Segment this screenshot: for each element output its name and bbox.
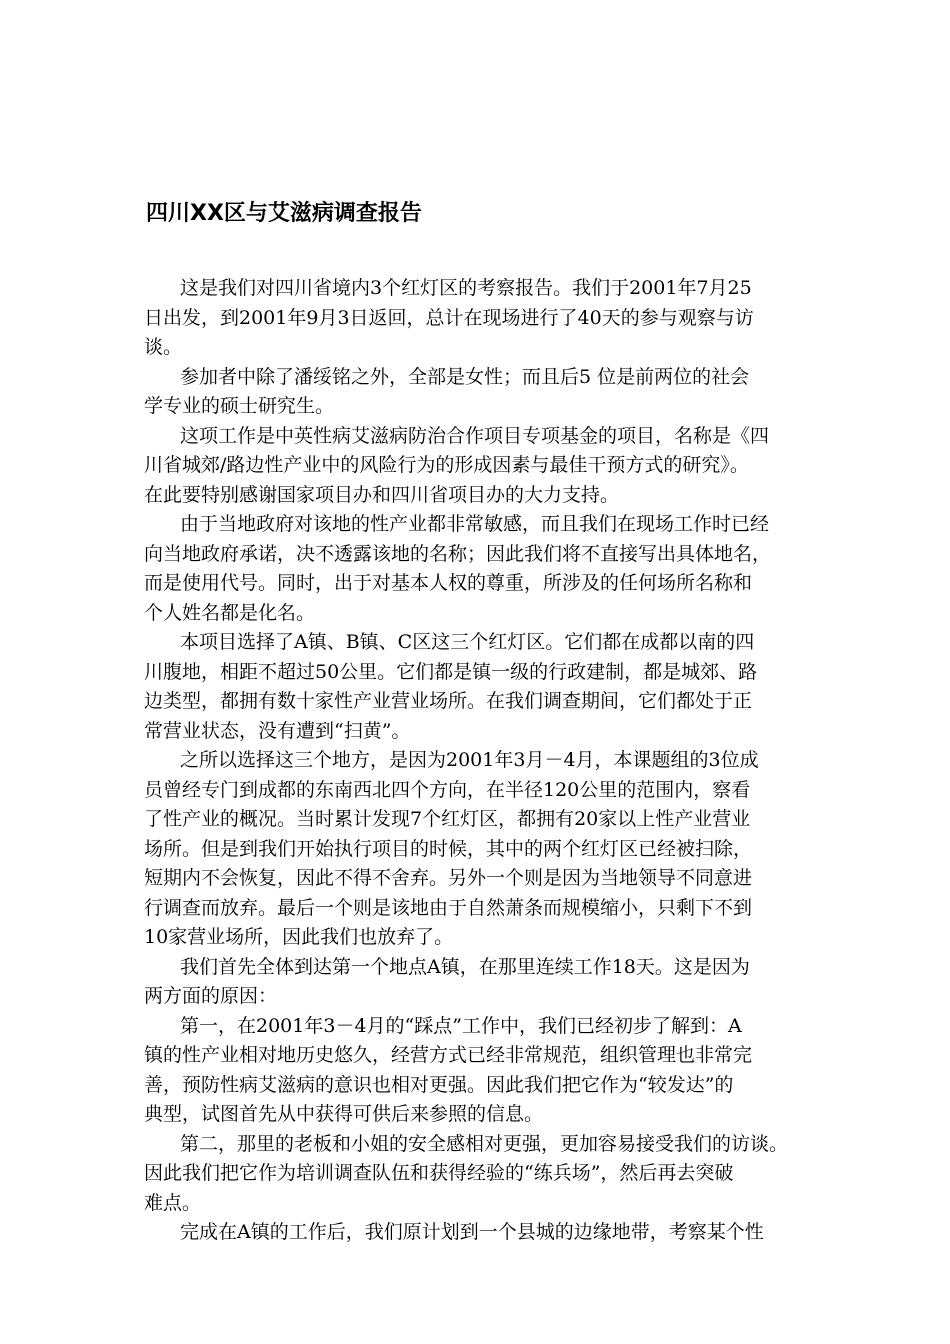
paragraph — [144, 953, 884, 1012]
paragraph-line: 10家营业场所，因此我们也放弃了。 — [144, 926, 454, 948]
paragraph-line: 因此我们把它作为培训调查队伍和获得经验的“练兵场”，然后再去突破 — [144, 1162, 734, 1184]
paragraph — [144, 1218, 884, 1248]
paragraph — [144, 628, 884, 746]
paragraph-line: 员曾经专门到成都的东南西北四个方向，在半径120公里的范围内，察看 — [144, 778, 751, 801]
paragraph-line: 这项工作是中英性病艾滋病防治合作项目专项基金的项目，名称是《四 — [180, 424, 770, 447]
paragraph-line: 向当地政府承诺，决不透露该地的名称；因此我们将不直接写出具体地名， — [144, 542, 772, 565]
paragraph-line: 参加者中除了潘绥铭之外，全部是女性；而且后5 位是前两位的社会 — [180, 365, 750, 388]
paragraph — [144, 422, 884, 511]
paragraph-line: 我们首先全体到达第一个地点A镇，在那里连续工作18天。这是因为 — [180, 955, 750, 978]
paragraph-line: 第二，那里的老板和小姐的安全感相对更强，更加容易接受我们的访谈。 — [180, 1132, 789, 1155]
document-body — [144, 274, 884, 1248]
paragraph — [144, 363, 884, 422]
paragraph — [144, 1130, 884, 1219]
document-title: 四川XX区与艾滋病调查报告 — [146, 201, 422, 226]
paragraph-line: 两方面的原因： — [144, 985, 278, 1007]
paragraph-line: 这是我们对四川省境内3个红灯区的考察报告。我们于2001年7月25 — [180, 277, 752, 299]
paragraph-line: 日出发，到2001年9月3日返回，总计在现场进行了40天的参与观察与访 — [144, 306, 754, 329]
paragraph-line: 川省城郊/路边性产业中的风险行为的形成因素与最佳干预方式的研究》。 — [144, 454, 749, 476]
paragraph-line: 场所。但是到我们开始执行项目的时候，其中的两个红灯区已经被扫除， — [144, 837, 753, 860]
paragraph-line: 而是使用代号。同时，出于对基本人权的尊重，所涉及的任何场所名称和 — [144, 572, 753, 594]
paragraph-line: 由于当地政府对该地的性产业都非常敏感，而且我们在现场工作时已经 — [180, 513, 770, 535]
paragraph — [144, 1012, 884, 1130]
paragraph-line: 边类型，都拥有数十家性产业营业场所。在我们调查期间，它们都处于正 — [144, 690, 753, 712]
paragraph-line: 谈。 — [144, 336, 183, 358]
paragraph-line: 之所以选择这三个地方，是因为2001年3月－4月，本课题组的3位成 — [180, 749, 759, 771]
paragraph-line: 川腹地，相距不超过50公里。它们都是镇一级的行政建制，都是城郊、路 — [144, 660, 758, 683]
paragraph-line: 行调查而放弃。最后一个则是该地由于自然萧条而规模缩小，只剩下不到 — [144, 896, 753, 919]
paragraph-line: 短期内不会恢复，因此不得不舍弃。另外一个则是因为当地领导不同意进 — [144, 867, 753, 889]
paragraph — [144, 746, 884, 953]
paragraph-line: 难点。 — [144, 1191, 202, 1214]
paragraph-line: 在此要特别感谢国家项目办和四川省项目办的大力支持。 — [144, 483, 620, 506]
paragraph — [144, 510, 884, 628]
paragraph-line: 常营业状态，没有遭到“扫黄”。 — [144, 719, 411, 742]
paragraph-line: 个人姓名都是化名。 — [144, 601, 316, 624]
paragraph-line: 完成在A镇的工作后，我们原计划到一个县城的边缘地带，考察某个性 — [180, 1221, 764, 1243]
paragraph-line: 学专业的硕士研究生。 — [144, 395, 335, 417]
paragraph-line: 了性产业的概况。当时累计发现7个红灯区，都拥有20家以上性产业营业 — [144, 808, 751, 830]
paragraph-line: 本项目选择了A镇、B镇、C区这三个红灯区。它们都在成都以南的四 — [180, 631, 755, 653]
paragraph-line: 第一，在2001年3－4月的“踩点”工作中，我们已经初步了解到：A — [180, 1014, 742, 1037]
paragraph-line: 典型，试图首先从中获得可供后来参照的信息。 — [144, 1103, 544, 1125]
paragraph-line: 善，预防性病艾滋病的意识也相对更强。因此我们把它作为“较发达”的 — [144, 1073, 734, 1096]
paragraph — [144, 274, 884, 363]
paragraph-line: 镇的性产业相对地历史悠久，经营方式已经非常规范，组织管理也非常完 — [144, 1044, 753, 1066]
